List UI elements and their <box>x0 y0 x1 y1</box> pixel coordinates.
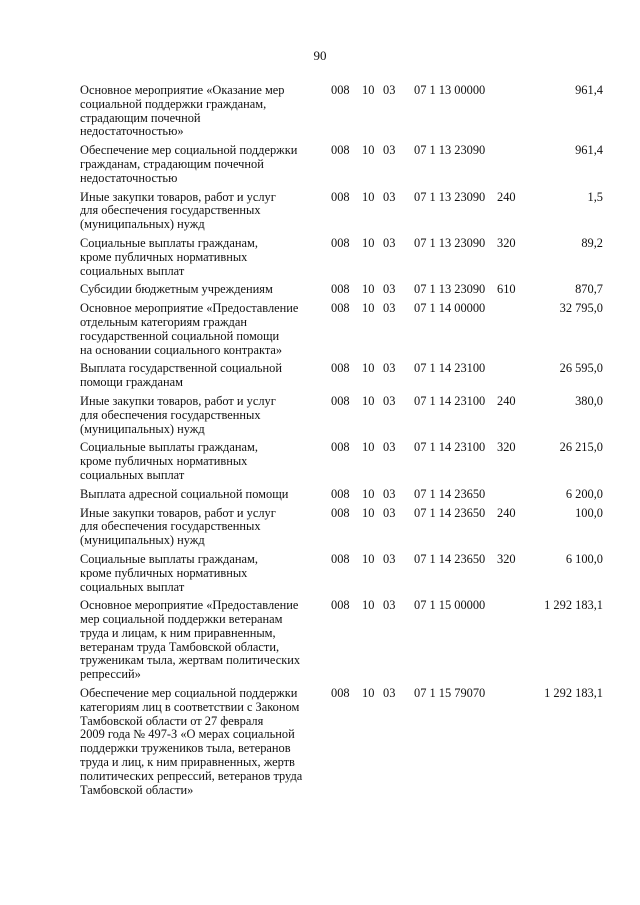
description-line: поддержки тружеников тыла, ветеранов <box>80 741 291 756</box>
description-line: (муниципальных) нужд <box>80 421 205 436</box>
subsection-code: 03 <box>383 361 396 376</box>
item-description <box>80 362 320 390</box>
description-line: Субсидии бюджетным учреждениям <box>80 282 273 297</box>
table-row <box>0 553 640 594</box>
ministry-code: 008 <box>331 505 350 520</box>
section-code: 10 <box>362 440 375 455</box>
table-row <box>0 362 640 390</box>
target-article-code: 07 1 14 23100 <box>414 361 486 376</box>
description-line: политических репрессий, ветеранов труда <box>80 768 303 783</box>
expense-kind-code: 320 <box>497 235 516 250</box>
section-code: 10 <box>362 361 375 376</box>
item-description <box>80 237 320 278</box>
subsection-code: 03 <box>383 486 396 501</box>
table-row <box>0 84 640 139</box>
expense-kind-code: 320 <box>497 551 516 566</box>
subsection-code: 03 <box>383 189 396 204</box>
ministry-code: 008 <box>331 551 350 566</box>
amount-value: 1 292 183,1 <box>544 598 603 613</box>
section-code: 10 <box>362 235 375 250</box>
amount-value: 961,4 <box>575 143 603 158</box>
description-line: Тамбовской области» <box>80 782 194 797</box>
section-code: 10 <box>362 143 375 158</box>
item-description <box>80 84 320 139</box>
ministry-code: 008 <box>331 189 350 204</box>
description-line: Основное мероприятие «Оказание мер <box>80 83 285 97</box>
amount-value: 380,0 <box>575 393 603 408</box>
item-description <box>80 395 320 436</box>
description-line: 2009 года № 497-З «О мерах социальной <box>80 727 295 742</box>
description-line: для обеспечения государственных <box>80 407 261 422</box>
description-line: на основании социального контракта» <box>80 342 283 357</box>
table-row <box>0 191 640 232</box>
section-code: 10 <box>362 486 375 501</box>
expense-kind-code: 240 <box>497 505 516 520</box>
expense-kind-code: 610 <box>497 282 516 297</box>
target-article-code: 07 1 13 23090 <box>414 143 486 158</box>
subsection-code: 03 <box>383 301 396 316</box>
item-description <box>80 687 320 797</box>
section-code: 10 <box>362 282 375 297</box>
description-line: Обеспечение мер социальной поддержки <box>80 143 298 158</box>
subsection-code: 03 <box>383 393 396 408</box>
description-line: социальной поддержки гражданам, <box>80 96 267 111</box>
table-row <box>0 488 640 502</box>
subsection-code: 03 <box>383 282 396 297</box>
description-line: (муниципальных) нужд <box>80 217 205 232</box>
budget-table <box>0 84 640 802</box>
subsection-code: 03 <box>383 143 396 158</box>
item-description <box>80 283 320 297</box>
ministry-code: 008 <box>331 598 350 613</box>
subsection-code: 03 <box>383 505 396 520</box>
table-row <box>0 283 640 297</box>
target-article-code: 07 1 14 23650 <box>414 551 486 566</box>
description-line: гражданам, страдающим почечной <box>80 156 264 171</box>
description-line: Выплата адресной социальной помощи <box>80 486 289 501</box>
target-article-code: 07 1 14 00000 <box>414 301 486 316</box>
table-row <box>0 599 640 682</box>
item-description <box>80 302 320 357</box>
description-line: помощи гражданам <box>80 375 184 390</box>
section-code: 10 <box>362 686 375 701</box>
table-row <box>0 507 640 548</box>
description-line: Тамбовской области от 27 февраля <box>80 713 264 728</box>
ministry-code: 008 <box>331 301 350 316</box>
amount-value: 26 595,0 <box>559 361 603 376</box>
table-row <box>0 441 640 482</box>
target-article-code: 07 1 15 79070 <box>414 686 486 701</box>
description-line: социальных выплат <box>80 579 185 594</box>
subsection-code: 03 <box>383 686 396 701</box>
target-article-code: 07 1 13 23090 <box>414 235 486 250</box>
section-code: 10 <box>362 393 375 408</box>
description-line: отдельным категориям граждан <box>80 314 247 329</box>
amount-value: 6 200,0 <box>565 486 603 501</box>
amount-value: 26 215,0 <box>559 440 603 455</box>
description-line: репрессий» <box>80 667 141 682</box>
table-row <box>0 237 640 278</box>
target-article-code: 07 1 14 23100 <box>414 440 486 455</box>
section-code: 10 <box>362 551 375 566</box>
section-code: 10 <box>362 189 375 204</box>
ministry-code: 008 <box>331 440 350 455</box>
description-line: кроме публичных нормативных <box>80 249 248 264</box>
description-line: Социальные выплаты гражданам, <box>80 440 258 455</box>
ministry-code: 008 <box>331 235 350 250</box>
target-article-code: 07 1 13 23090 <box>414 189 486 204</box>
description-line: Выплата государственной социальной <box>80 361 283 376</box>
description-line: недостаточностью <box>80 170 178 185</box>
description-line: Социальные выплаты гражданам, <box>80 551 258 566</box>
item-description <box>80 507 320 548</box>
description-line: Социальные выплаты гражданам, <box>80 235 258 250</box>
target-article-code: 07 1 14 23650 <box>414 505 486 520</box>
description-line: труженикам тыла, жертвам политических <box>80 653 301 668</box>
description-line: Иные закупки товаров, работ и услуг <box>80 393 276 408</box>
target-article-code: 07 1 15 00000 <box>414 598 486 613</box>
ministry-code: 008 <box>331 361 350 376</box>
subsection-code: 03 <box>383 598 396 613</box>
description-line: мер социальной поддержки ветеранам <box>80 612 283 627</box>
description-line: Основное мероприятие «Предоставление <box>80 598 299 613</box>
table-row <box>0 144 640 185</box>
description-line: кроме публичных нормативных <box>80 454 248 469</box>
item-description <box>80 599 320 682</box>
section-code: 10 <box>362 598 375 613</box>
expense-kind-code: 240 <box>497 189 516 204</box>
amount-value: 100,0 <box>575 505 603 520</box>
description-line: для обеспечения государственных <box>80 519 261 534</box>
ministry-code: 008 <box>331 282 350 297</box>
table-row <box>0 687 640 797</box>
target-article-code: 07 1 14 23650 <box>414 486 486 501</box>
description-line: Иные закупки товаров, работ и услуг <box>80 505 276 520</box>
item-description <box>80 144 320 185</box>
amount-value: 1 292 183,1 <box>544 686 603 701</box>
item-description <box>80 488 320 502</box>
amount-value: 961,4 <box>575 83 603 97</box>
item-description <box>80 191 320 232</box>
amount-value: 6 100,0 <box>565 551 603 566</box>
section-code: 10 <box>362 83 375 97</box>
ministry-code: 008 <box>331 686 350 701</box>
expense-kind-code: 320 <box>497 440 516 455</box>
table-row <box>0 302 640 357</box>
description-line: социальных выплат <box>80 467 185 482</box>
amount-value: 89,2 <box>581 235 603 250</box>
ministry-code: 008 <box>331 143 350 158</box>
ministry-code: 008 <box>331 393 350 408</box>
description-line: кроме публичных нормативных <box>80 565 248 580</box>
description-line: Основное мероприятие «Предоставление <box>80 301 299 316</box>
page-number: 90 <box>313 48 327 63</box>
description-line: категориям лиц в соответствии с Законом <box>80 699 300 714</box>
target-article-code: 07 1 14 23100 <box>414 393 486 408</box>
subsection-code: 03 <box>383 440 396 455</box>
description-line: государственной социальной помощи <box>80 328 280 343</box>
description-line: страдающим почечной <box>80 110 201 125</box>
target-article-code: 07 1 13 23090 <box>414 282 486 297</box>
description-line: (муниципальных) нужд <box>80 533 205 548</box>
description-line: для обеспечения государственных <box>80 203 261 218</box>
amount-value: 32 795,0 <box>559 301 603 316</box>
subsection-code: 03 <box>383 235 396 250</box>
section-code: 10 <box>362 505 375 520</box>
description-line: труда и лицам, к ним приравненным, <box>80 625 276 640</box>
description-line: Иные закупки товаров, работ и услуг <box>80 189 276 204</box>
description-line: ветеранам труда Тамбовской области, <box>80 639 280 654</box>
table-row <box>0 395 640 436</box>
expense-kind-code: 240 <box>497 393 516 408</box>
description-line: Обеспечение мер социальной поддержки <box>80 686 298 701</box>
amount-value: 1,5 <box>587 189 603 204</box>
description-line: недостаточностью» <box>80 124 184 139</box>
item-description <box>80 441 320 482</box>
subsection-code: 03 <box>383 83 396 97</box>
section-code: 10 <box>362 301 375 316</box>
ministry-code: 008 <box>331 486 350 501</box>
item-description <box>80 553 320 594</box>
description-line: труда и лиц, к ним приравненных, жертв <box>80 755 295 770</box>
ministry-code: 008 <box>331 83 350 97</box>
subsection-code: 03 <box>383 551 396 566</box>
amount-value: 870,7 <box>575 282 603 297</box>
target-article-code: 07 1 13 00000 <box>414 83 486 97</box>
description-line: социальных выплат <box>80 263 185 278</box>
